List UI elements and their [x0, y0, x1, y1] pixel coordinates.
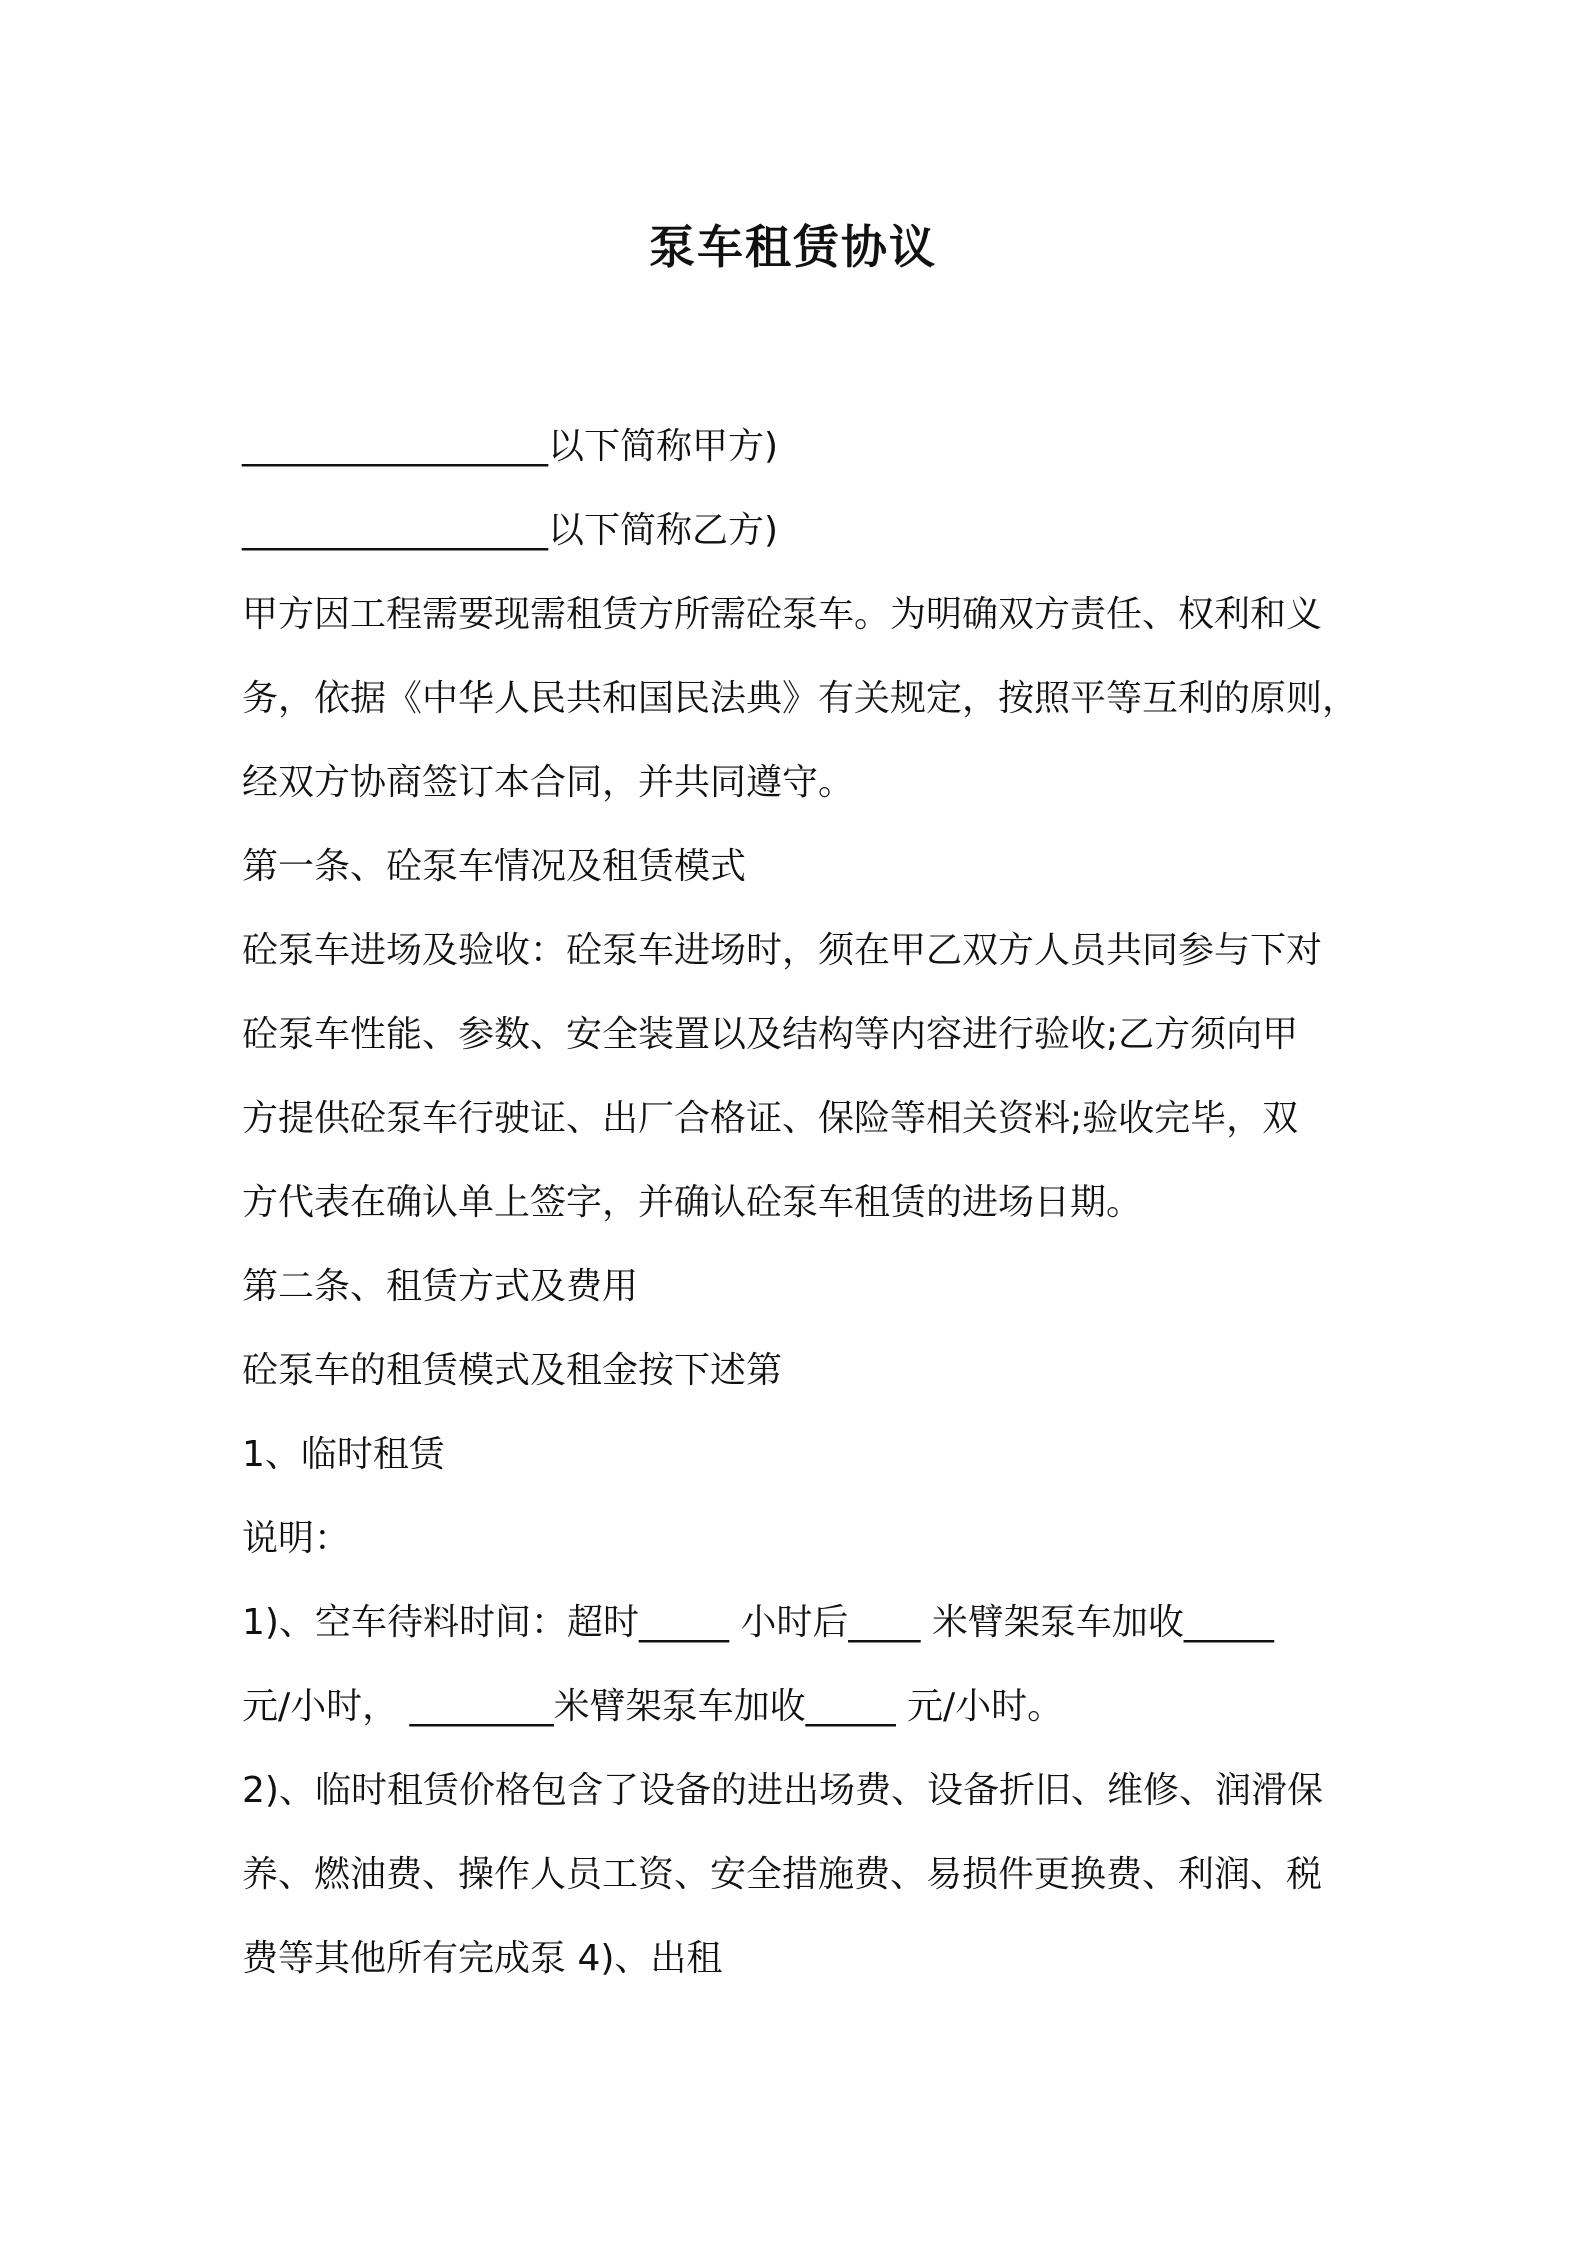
article-1-paragraph-line: 砼泵车进场及验收：砼泵车进场时，须在甲乙双方人员共同参与下对	[242, 930, 1323, 971]
explanation-label: 说明：	[242, 1518, 351, 1559]
document-title: 泵车租赁协议	[649, 220, 937, 274]
party-a-line: _________________以下简称甲方)	[242, 426, 779, 467]
article-2-heading: 第二条、租赁方式及费用	[242, 1266, 639, 1307]
document-body	[242, 405, 1362, 2001]
clause-2-line: 费等其他所有完成泵 4)、出租	[242, 1938, 723, 1979]
preamble-line: 甲方因工程需要现需租赁方所需砼泵车。为明确双方责任、权利和义	[242, 594, 1323, 635]
article-2-paragraph-line: 砼泵车的租赁模式及租金按下述第	[242, 1350, 783, 1391]
clause-2-line: 2)、临时租赁价格包含了设备的进出场费、设备折旧、维修、润滑保	[242, 1770, 1323, 1811]
clause-1-line: 1)、空车待料时间：超时_____ 小时后____ 米臂架泵车加收_____	[242, 1602, 1274, 1643]
article-1-paragraph-line: 方代表在确认单上签字，并确认砼泵车租赁的进场日期。	[242, 1182, 1143, 1223]
preamble-line: 经双方协商签订本合同，并共同遵守。	[242, 762, 855, 803]
party-b-line: _________________以下简称乙方)	[242, 510, 779, 551]
article-1-paragraph-line: 方提供砼泵车行驶证、出厂合格证、保险等相关资料;验收完毕，双	[242, 1098, 1299, 1139]
preamble-line: 务，依据《中华人民共和国民法典》有关规定，按照平等互利的原则，	[242, 678, 1359, 719]
article-1-heading: 第一条、砼泵车情况及租赁模式	[242, 846, 747, 887]
clause-1-line: 元/小时， ________米臂架泵车加收_____ 元/小时。	[242, 1686, 1064, 1727]
temporary-lease-heading: 1、临时租赁	[242, 1434, 445, 1475]
article-1-paragraph-line: 砼泵车性能、参数、安全装置以及结构等内容进行验收;乙方须向甲	[242, 1014, 1299, 1055]
clause-2-line: 养、燃油费、操作人员工资、安全措施费、易损件更换费、利润、税	[242, 1854, 1323, 1895]
